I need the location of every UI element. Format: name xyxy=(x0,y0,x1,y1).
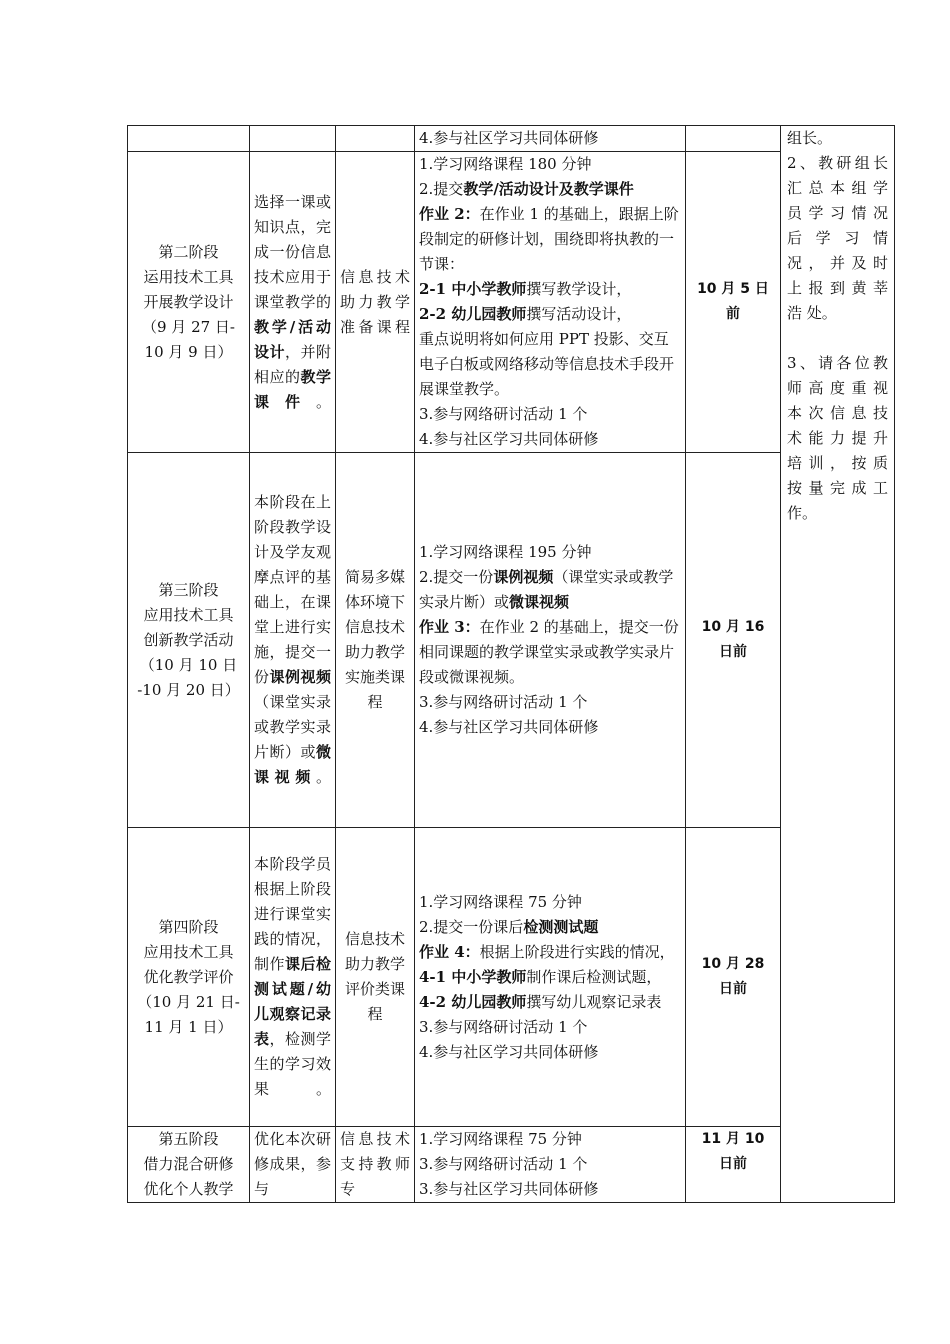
task-cell xyxy=(415,126,686,152)
homework-text: 作业 2：在作业 1 的基础上，跟据上阶段制定的研修计划，围绕即将执教的一节课： xyxy=(419,205,679,273)
stage-title: 第四阶段 xyxy=(158,917,219,936)
task-item: 4.参与社区学习共同体研修 xyxy=(419,430,599,448)
desc-cell: 选择一课或知识点，完成一份信息技术应用于课堂教学的教学/活动设计，并附相应的教学课件。 xyxy=(250,152,336,453)
course-cell xyxy=(336,152,415,453)
homework-text: 作业 4：根据上阶段进行实践的情况，4-1 中小学教师制作课后检测试题， xyxy=(419,942,675,986)
task-item: 4.参与社区学习共同体研修 xyxy=(419,129,599,147)
note-3-line: 按量完成工 xyxy=(787,479,888,497)
stage-title: 第五阶段 xyxy=(158,1130,219,1148)
note-2-line: 浩 处。 xyxy=(787,304,837,322)
course-cell xyxy=(336,126,415,152)
task-cell xyxy=(415,453,686,828)
deadline-cell: 11 月 10 日前 xyxy=(686,1127,781,1203)
training-schedule-table xyxy=(127,125,895,1203)
note-3-line: 3、请各位教 xyxy=(787,354,888,372)
task-item: 2.提交一份课后检测测试题 xyxy=(419,917,599,936)
stage-title: 第三阶段 xyxy=(158,580,219,599)
stage-line: 运用技术工具 xyxy=(143,267,234,286)
note-1: 组长。 xyxy=(787,129,833,147)
note-3-line: 本次信息技 xyxy=(787,404,888,422)
course-cell xyxy=(336,453,415,828)
stage-line: 优化教学评价 xyxy=(143,967,234,986)
stage-line: 应用技术工具 xyxy=(143,605,234,624)
task-item: 4.参与社区学习共同体研修 xyxy=(419,1042,599,1061)
stage-line: 优化个人教学 xyxy=(143,1180,234,1198)
note-3-line: 术能力提升 xyxy=(787,429,888,447)
task-cell xyxy=(415,828,686,1127)
note-2-line: 后 学 习 情 xyxy=(787,229,888,247)
desc-cell: 优化本次研修成果，参与 xyxy=(250,1127,336,1203)
stage-line: 创新教学活动 xyxy=(143,630,234,649)
table-row-continued xyxy=(128,126,895,152)
focus-text: 重点说明将如何应用 PPT 投影、交互电子白板或网络移动等信息技术手段开展课堂教学。 xyxy=(419,330,675,398)
task-item: 3.参与网络研讨活动 1 个 xyxy=(419,1017,588,1036)
desc-cell xyxy=(250,126,336,152)
stage-line: 应用技术工具 xyxy=(143,942,234,961)
task-item: 1.学习网络课程 75 分钟 xyxy=(419,892,582,911)
stage-dates: （10 月 10 日 xyxy=(139,655,238,674)
table-row-stage-3 xyxy=(128,453,895,828)
deadline-cell: 10 月 16 日前 xyxy=(686,453,781,828)
task-item: 3.参与网络研讨活动 1 个 xyxy=(419,693,588,711)
subtask: 2-2 幼儿园教师撰写活动设计， xyxy=(419,305,632,323)
stage-cell xyxy=(128,828,250,1127)
stage-dates: 10 月 9 日） xyxy=(144,342,233,361)
table-row-stage-2 xyxy=(128,152,895,453)
task-item: 2.提交一份课例视频（课堂实录或教学实录片断）或微课视频 xyxy=(419,568,674,611)
task-item: 3.参与网络研讨活动 1 个 xyxy=(419,405,588,423)
task-item: 3.参与网络研讨活动 1 个 xyxy=(419,1155,588,1173)
note-2-line: 汇总本组学 xyxy=(787,179,888,197)
stage-line: 开展教学设计 xyxy=(143,292,234,311)
note-3-line: 作。 xyxy=(787,504,818,522)
course-name: 信息技术助力教学评价类课程 xyxy=(344,930,405,1023)
task-item: 4.参与社区学习共同体研修 xyxy=(419,718,599,736)
course-name: 信息技术支持教师专 xyxy=(340,1130,410,1198)
task-item: 1.学习网络课程 75 分钟 xyxy=(419,1130,582,1148)
task-item: 3.参与社区学习共同体研修 xyxy=(419,1180,599,1198)
task-item: 1.学习网络课程 195 分钟 xyxy=(419,543,592,561)
desc-cell: 本阶段在上阶段教学设计及学友观摩点评的基础上，在课堂上进行实施，提交一份课例视频（课堂实录或教学实录片断）或微课视频。 xyxy=(250,453,336,828)
stage-cell xyxy=(128,152,250,453)
deadline-cell: 10 月 28 日前 xyxy=(686,828,781,1127)
stage-dates: （9 月 27 日- xyxy=(141,317,235,336)
desc-cell: 本阶段学员根据上阶段进行课堂实践的情况，制作课后检测试题/幼儿观察记录表，检测学生的学习效果。 xyxy=(250,828,336,1127)
stage-title: 第二阶段 xyxy=(158,242,219,261)
stage-dates: 11 月 1 日） xyxy=(144,1017,233,1036)
stage-line: 借力混合研修 xyxy=(143,1155,234,1173)
subtask: 2-1 中小学教师撰写教学设计， xyxy=(419,280,632,298)
stage-dates: -10 月 20 日） xyxy=(137,680,240,699)
deadline-cell: 10 月 5 日 前 xyxy=(686,152,781,453)
task-item: 2.提交教学/活动设计及教学课件 xyxy=(419,180,634,198)
course-name: 简易多媒体环境下信息技术助力教学实施类课程 xyxy=(344,568,405,711)
course-cell xyxy=(336,828,415,1127)
course-cell xyxy=(336,1127,415,1203)
task-cell xyxy=(415,152,686,453)
table-row-stage-5 xyxy=(128,1127,895,1203)
task-item: 1.学习网络课程 180 分钟 xyxy=(419,155,592,173)
stage-cell xyxy=(128,126,250,152)
note-3-line: 培训，按质 xyxy=(787,454,888,472)
note-2-line: 上报到黄莘 xyxy=(787,279,888,297)
homework-text: 作业 3：在作业 2 的基础上，提交一份相同课题的教学课堂实录或教学实录片段或微课视频。 xyxy=(419,618,679,686)
note-2-line: 况，并及时 xyxy=(787,254,888,272)
stage-dates: （10 月 21 日- xyxy=(137,992,240,1011)
subtask: 4-2 幼儿园教师撰写幼儿观察记录表 xyxy=(419,992,662,1011)
note-2-line: 员学习情况 xyxy=(787,204,888,222)
task-cell xyxy=(415,1127,686,1203)
date-cell xyxy=(686,126,781,152)
stage-cell xyxy=(128,453,250,828)
notes-cell xyxy=(781,126,895,1203)
note-2-line: 2、教研组长 xyxy=(787,154,888,172)
note-3-line: 师高度重视 xyxy=(787,379,888,397)
stage-cell xyxy=(128,1127,250,1203)
course-name: 信息技术助力教学准备课程 xyxy=(340,267,410,336)
table-row-stage-4 xyxy=(128,828,895,1127)
